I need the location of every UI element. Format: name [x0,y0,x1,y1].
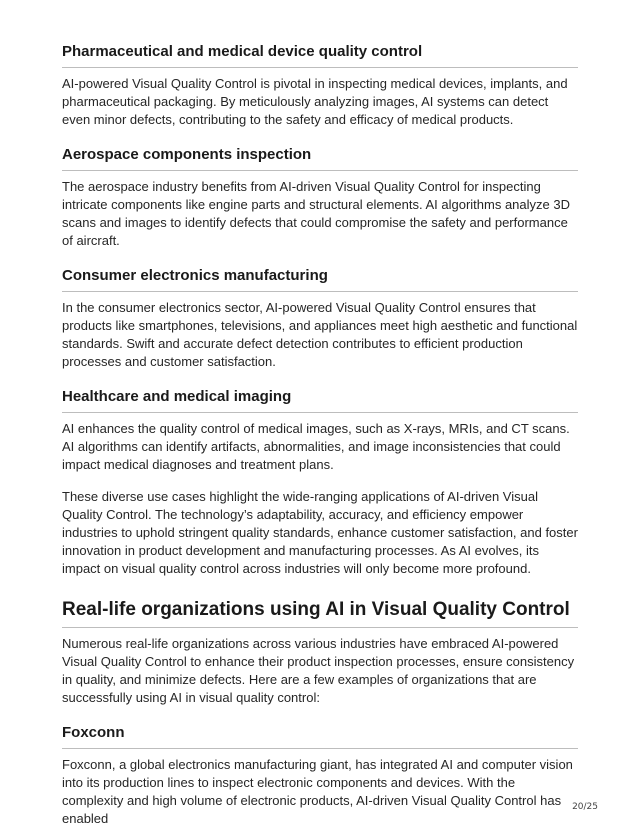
section-heading-consumer-electronics: Consumer electronics manufacturing [62,266,578,292]
section-heading-aerospace: Aerospace components inspection [62,145,578,171]
section-heading-real-life-organizations: Real-life organizations using AI in Visual Quality Control [62,598,578,628]
section-body-foxconn: Foxconn, a global electronics manufacturing giant, has integrated AI and computer vision into its production lines to inspect electronic components and devices. With the complexity and high volume of electronic products, AI-driven Visual Quality Control has enabled [62,757,573,826]
section-body-consumer-electronics: In the consumer electronics sector, AI-powered Visual Quality Control ensures that products like smartphones, televisions, and appliances meet high aesthetic and functional standards. Swift and accurate defect detection contributes to efficient production processes and customer satisfaction. [62,300,578,369]
section-heading-pharmaceutical: Pharmaceutical and medical device quality control [62,42,578,68]
section-body-real-life-organizations: Numerous real-life organizations across various industries have embraced AI-powered Visual Quality Control to enhance their product inspection processes, ensure consistency in quality, and minimize defects. Here are a few examples of organizations that are successfully using AI in visual quality control: [62,636,575,705]
use-cases-summary: These diverse use cases highlight the wide-ranging applications of AI-driven Visual Quality Control. The technology’s adaptability, accuracy, and efficiency empower industries to uphold stringent quality standards, enhance customer satisfaction, and foster innovation in product development and manufacturing processes. As AI evolves, its impact on visual quality control across industries will only become more profound. [62,489,578,576]
section-body-aerospace: The aerospace industry benefits from AI-driven Visual Quality Control for inspecting intricate components like engine parts and structural elements. AI algorithms analyze 3D scans and images to identify defects that could compromise the safety and performance of aircraft. [62,179,570,248]
section-heading-foxconn: Foxconn [62,723,578,749]
section-body-healthcare: AI enhances the quality control of medical images, such as X-rays, MRIs, and CT scans. AI algorithms can identify artifacts, abnormalities, and image inconsistencies that could impact medical diagnoses and treatment plans. [62,421,570,472]
section-heading-healthcare: Healthcare and medical imaging [62,387,578,413]
document-content [62,40,578,828]
section-body-pharmaceutical: AI-powered Visual Quality Control is pivotal in inspecting medical devices, implants, and pharmaceutical packaging. By meticulously analyzing images, AI systems can detect even minor defects, contributing to the safety and efficacy of medical products. [62,76,568,127]
page-number: 20/25 [572,802,598,812]
